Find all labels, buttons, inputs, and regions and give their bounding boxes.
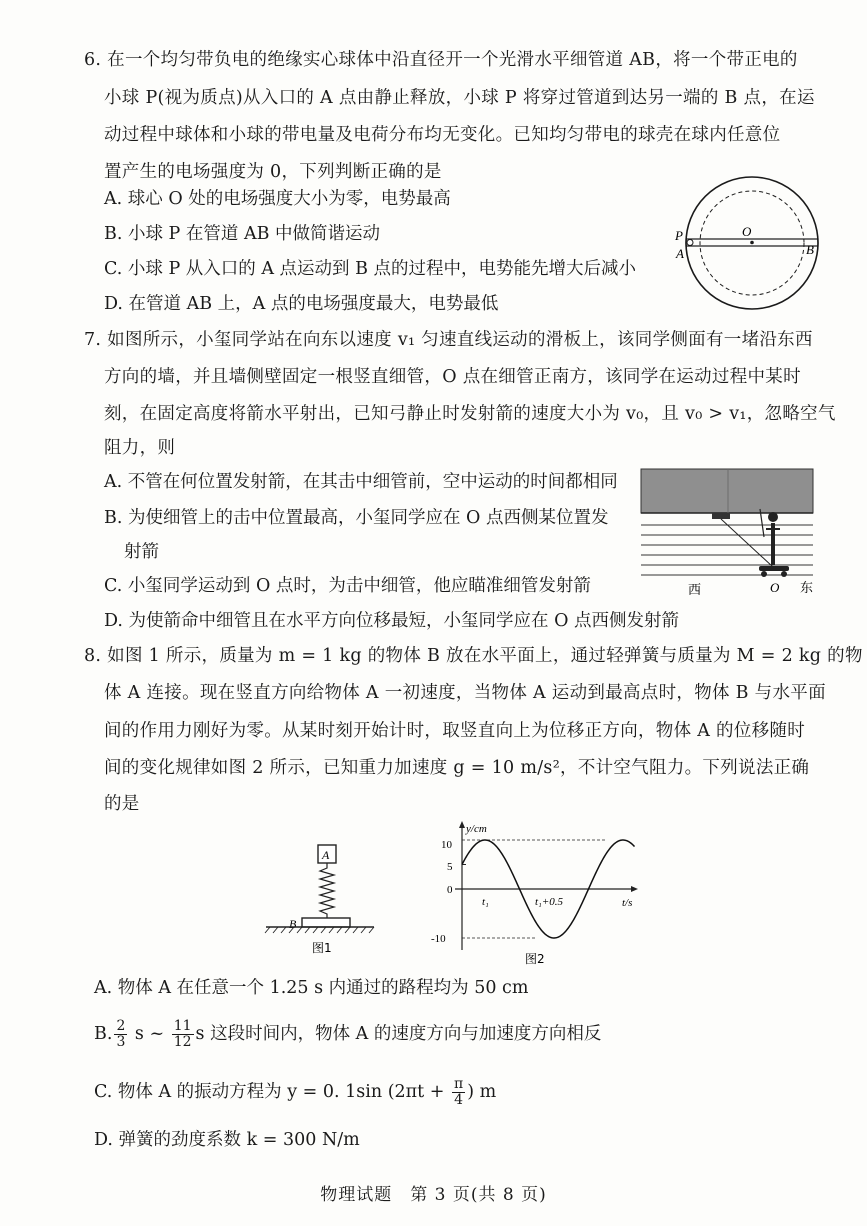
label-a: A (322, 848, 330, 862)
q6-line-3: 动过程中球体和小球的带电量及电荷分布均无变化。已知均匀带电的球壳在球内任意位 (104, 125, 781, 145)
label-b: B (806, 242, 814, 257)
q8-option-b (94, 1014, 601, 1054)
block-b (302, 918, 350, 927)
q8-line-1: 8. 如图 1 所示，质量为 m = 1 kg 的物体 B 放在水平面上，通过轻弹簧与质量为 M = 2 kg 的物 (84, 646, 863, 666)
q6-line-2: 小球 P(视为质点)从入口的 A 点由静止释放，小球 P 将穿过管道到达另一端的 B 点，在运 (104, 88, 815, 108)
ground-hatch (265, 927, 374, 933)
q7-option-b-cont: 射箭 (124, 542, 159, 562)
q7-option-a: A. 不管在何位置发射箭，在其击中细管前，空中运动的时间都相同 (104, 472, 618, 492)
q6-option-c: C. 小球 P 从入口的 A 点运动到 B 点的过程中，电势能先增大后减小 (104, 259, 637, 279)
q7-line-3: 刻，在固定高度将箭水平射出，已知弓静止时发射箭的速度大小为 v₀，且 v₀ > v₁，忽略空气 (104, 404, 836, 424)
frac-num: 11 (173, 1017, 192, 1034)
tick-0: 0 (447, 884, 453, 896)
label-b: B (289, 917, 297, 931)
label-p: P (675, 228, 683, 243)
q8-figure-2-chart (425, 818, 640, 968)
q8-option-b-suffix: s 这段时间内，物体 A 的速度方向与加速度方向相反 (195, 1024, 602, 1044)
ball-p (687, 240, 693, 246)
q8-figure-1 (262, 838, 380, 968)
fraction-pi-4 (452, 1077, 465, 1108)
q8-line-3: 间的作用力刚好为零。从某时刻开始计时，取竖直向上为位移正方向，物体 A 的位移随时 (104, 721, 806, 741)
label-o: O (770, 580, 780, 595)
fig2-caption: 图2 (525, 952, 545, 966)
x-axis (455, 886, 638, 892)
fraction-11-12 (172, 1019, 194, 1050)
frac-den: 12 (173, 1033, 192, 1050)
frac-den: 4 (454, 1091, 464, 1108)
tick-5: 5 (447, 861, 453, 873)
q7-line-1: 7. 如图所示，小玺同学站在向东以速度 v₁ 匀速直线运动的滑板上，该同学侧面有一堵沿东西 (84, 330, 813, 350)
x-axis-label: t/s (622, 897, 633, 909)
q6-line-1: 6. 在一个均匀带负电的绝缘实心球体中沿直径开一个光滑水平细管道 AB，将一个带正电的 (84, 50, 798, 70)
spring (320, 863, 334, 918)
q8-line-2: 体 A 连接。现在竖直方向给物体 A 一初速度，当物体 A 运动到最高点时，物体 B 与水平面 (104, 683, 826, 703)
q7-line-2: 方向的墙，并且墙侧壁固定一根竖直细管，O 点在细管正南方，该同学在运动过程中某时 (104, 367, 801, 387)
skateboard (759, 566, 789, 571)
page-footer: 物理试题 第 3 页(共 8 页) (320, 1185, 547, 1205)
student (760, 509, 780, 565)
q6-option-d: D. 在管道 AB 上，A 点的电场强度最大，电势最低 (104, 294, 499, 314)
q8-line-5: 的是 (104, 794, 140, 814)
tick-t1-plus-05: t₁+0.5 (535, 896, 564, 908)
q8-option-c-prefix: C. 物体 A 的振动方程为 y = 0. 1sin (2πt + (94, 1082, 450, 1102)
q7-wall-figure (638, 465, 818, 600)
q6-option-b: B. 小球 P 在管道 AB 中做简谐运动 (104, 224, 381, 244)
q7-line-4: 阻力，则 (104, 438, 176, 458)
fig1-caption: 图1 (312, 941, 332, 955)
wall (641, 469, 813, 513)
center-o (750, 241, 754, 245)
y-axis-label: y/cm (466, 823, 487, 835)
label-o: O (742, 224, 752, 239)
label-west: 西 (688, 583, 702, 598)
q8-option-b-mid: s ~ (129, 1024, 170, 1044)
q8-option-a: A. 物体 A 在任意一个 1.25 s 内通过的路程均为 50 cm (94, 978, 529, 998)
q7-option-d: D. 为使箭命中细管且在水平方向位移最短，小玺同学应在 O 点西侧发射箭 (104, 611, 680, 631)
q8-line-4: 间的变化规律如图 2 所示，已知重力加速度 g = 10 m/s²，不计空气阻力。下列说法正确 (104, 758, 810, 778)
q7-option-c: C. 小玺同学运动到 O 点时，为击中细管，他应瞄准细管发射箭 (104, 576, 591, 596)
tick-neg10: -10 (431, 933, 446, 945)
q6-line-4: 置产生的电场强度为 0，下列判断正确的是 (104, 162, 442, 182)
tick-10: 10 (441, 839, 452, 851)
frac-den: 3 (116, 1033, 126, 1050)
q8-option-c (94, 1072, 496, 1112)
label-a: A (676, 246, 684, 261)
q8-option-c-suffix: ) m (467, 1082, 497, 1102)
frac-num: 2 (116, 1017, 126, 1034)
q7-option-b: B. 为使细管上的击中位置最高，小玺同学应在 O 点西侧某位置发 (104, 508, 609, 528)
vertical-tube (712, 513, 730, 519)
q6-option-a: A. 球心 O 处的电场强度大小为零，电势最高 (104, 189, 451, 209)
q8-option-d: D. 弹簧的劲度系数 k = 300 N/m (94, 1130, 360, 1150)
frac-num: π (453, 1075, 464, 1092)
q6-sphere-figure (672, 170, 832, 320)
tick-t1: t₁ (482, 896, 489, 908)
q8-option-b-prefix: B. (94, 1024, 113, 1044)
label-east: 东 (800, 581, 814, 596)
fraction-2-3 (114, 1019, 127, 1050)
